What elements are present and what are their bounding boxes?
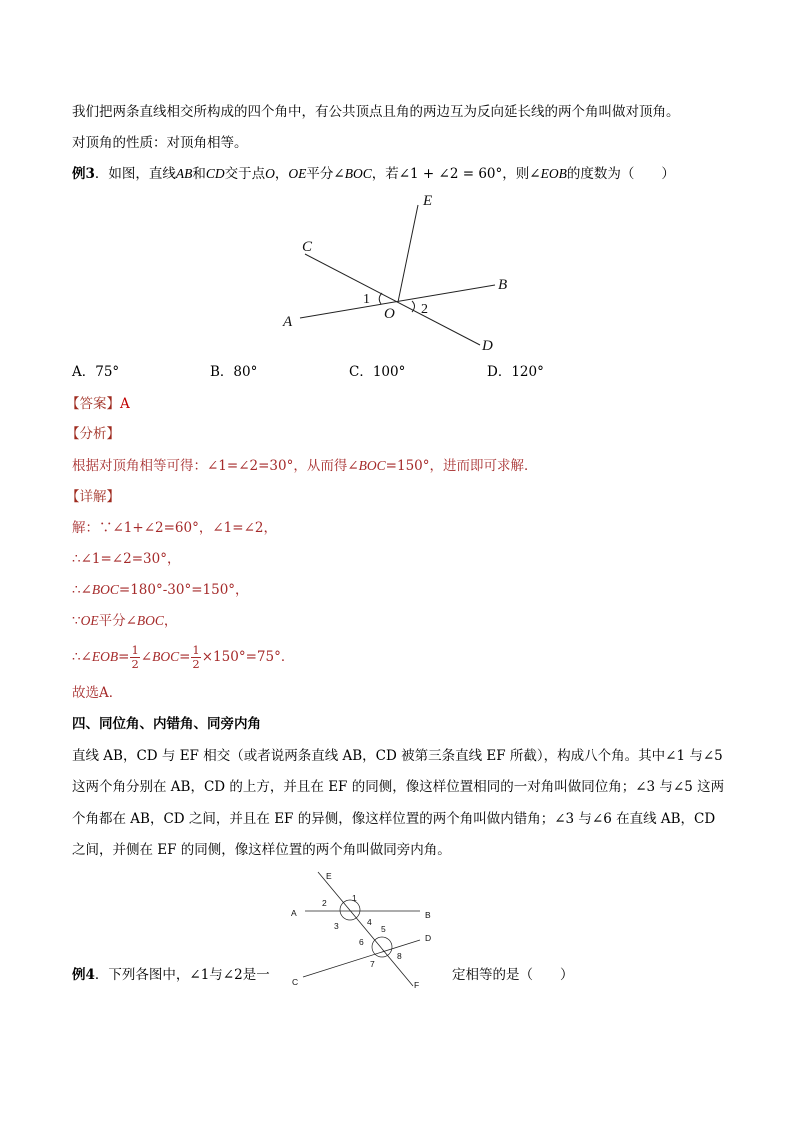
- q-text: ．如图，直线: [94, 166, 176, 182]
- line-ef: [318, 872, 413, 986]
- option-d: D．120°: [487, 364, 544, 380]
- answer-value: A: [120, 396, 130, 412]
- step-var: OE: [80, 613, 99, 628]
- step-segment: =: [118, 649, 130, 665]
- angle-2-label: 2: [322, 898, 327, 908]
- option-c: C．100°: [349, 364, 406, 380]
- solution-step-5: [72, 643, 294, 671]
- section4-paragraph-line: 个角都在 AB，CD 之间，并且在 EF 的异侧，像这样位置的两个角叫做内错角；∠3 与∠6 在直线 AB，CD: [72, 811, 716, 827]
- q-var: AB: [175, 166, 193, 181]
- point-b-label: B: [498, 277, 508, 293]
- angle1-arc: [379, 293, 382, 304]
- solution-step-2: ∴∠1=∠2=30°，: [72, 551, 181, 567]
- example4-label: 例4: [72, 967, 95, 983]
- transversal-figure: [285, 866, 445, 996]
- example4-question: [72, 965, 270, 985]
- point-d-label: D: [482, 338, 493, 354]
- analysis-text: [72, 456, 538, 476]
- q-var: EOB: [540, 166, 567, 181]
- step-segment: ，: [163, 613, 178, 629]
- point-c-label: C: [302, 239, 313, 255]
- q-var: CD: [205, 166, 225, 181]
- angle-4-label: 4: [367, 917, 372, 927]
- q-text: 交于点: [224, 166, 266, 182]
- intersection-circle-lower: [372, 937, 392, 957]
- analysis-segment: 根据对顶角相等可得：∠1=∠2=30°，从而得∠: [72, 458, 359, 474]
- q-text: 和: [192, 166, 206, 182]
- analysis-var: BOC: [358, 458, 386, 473]
- point-a-label: A: [283, 314, 293, 330]
- fraction-half: [130, 644, 139, 671]
- point-b-label: B: [425, 910, 431, 920]
- step-segment: =180°-30°=150°，: [118, 582, 249, 598]
- answer-label: 【答案】: [66, 396, 120, 412]
- step-var: EOB: [91, 649, 119, 664]
- point-e-label: E: [423, 193, 433, 209]
- vertical-angle-definition: 我们把两条直线相交所构成的四个角中，有公共顶点且角的两边互为反向延长线的两个角叫做对顶角。: [72, 104, 680, 120]
- fraction-denominator: 2: [131, 656, 139, 671]
- q-text: 平分∠: [306, 166, 345, 182]
- fraction-half: [191, 644, 200, 671]
- q-var: O: [265, 166, 275, 181]
- q-var: BOC: [344, 166, 372, 181]
- example4-text: ．下列各图中，∠1与∠2是一: [94, 967, 270, 983]
- analysis-label: 【分析】: [66, 426, 120, 442]
- section4-paragraph-line: 之间，并侧在 EF 的同侧，像这样位置的两个角叫做同旁内角。: [72, 842, 451, 858]
- angle-7-label: 7: [370, 959, 375, 969]
- step-segment: 平分∠: [98, 613, 137, 629]
- step-var: BOC: [91, 582, 119, 597]
- q-text: ，: [274, 166, 289, 182]
- option-b: B．80°: [210, 364, 258, 380]
- ray-oe: [398, 205, 418, 302]
- solution-step-3: [72, 580, 249, 600]
- answer-line: [66, 394, 130, 414]
- point-d-label: D: [425, 933, 432, 943]
- angle2-label: 2: [421, 302, 428, 317]
- point-e-label: E: [326, 871, 332, 881]
- step-segment: ∠: [140, 649, 153, 665]
- fraction-denominator: 2: [192, 656, 200, 671]
- section4-heading: 四、同位角、内错角、同旁内角: [72, 716, 261, 732]
- point-a-label: A: [291, 908, 297, 918]
- angle-5-label: 5: [381, 924, 386, 934]
- example3-label: 例3: [72, 166, 95, 182]
- step-segment: ∴∠: [72, 582, 92, 598]
- angle1-label: 1: [363, 292, 370, 307]
- solution-step-1: 解：∵∠1+∠2=60°，∠1=∠2，: [72, 520, 277, 536]
- q-text: ，若∠1 + ∠2 = 60°，则∠: [371, 166, 541, 182]
- vertical-angle-property: 对顶角的性质：对顶角相等。: [72, 135, 248, 151]
- fraction-numerator: 1: [131, 642, 139, 657]
- solution-step-6: 故选A．: [72, 685, 123, 701]
- step-var: BOC: [152, 649, 180, 664]
- point-c-label: C: [292, 977, 299, 987]
- analysis-segment: =150°，进而即可求解．: [385, 458, 538, 474]
- angle-3-label: 3: [334, 921, 339, 931]
- detail-label: 【详解】: [66, 489, 120, 505]
- solution-step-4: [72, 611, 177, 631]
- q-text: 的度数为（ ）: [566, 166, 675, 182]
- step-segment: ×150°=75°．: [201, 649, 295, 665]
- section4-paragraph-line: 直线 AB，CD 与 EF 相交（或者说两条直线 AB，CD 被第三条直线 EF 所截），构成八个角。其中∠1 与∠5: [72, 748, 723, 764]
- step-segment: ∴∠: [72, 649, 92, 665]
- intersecting-lines-figure: [270, 190, 530, 362]
- step-var: BOC: [136, 613, 164, 628]
- fraction-numerator: 1: [192, 642, 200, 657]
- line-ab: [300, 285, 495, 318]
- step-segment: ∵: [72, 613, 81, 629]
- example3-question: [72, 164, 675, 184]
- point-o-label: O: [384, 306, 395, 322]
- point-f-label: F: [414, 980, 420, 990]
- angle-6-label: 6: [359, 937, 364, 947]
- step-segment: =: [179, 649, 191, 665]
- section4-paragraph-line: 这两个角分别在 AB，CD 的上方，并且在 EF 的同侧，像这样位置相同的一对角叫做同位角；∠3 与∠5 这两: [72, 779, 725, 795]
- option-a: A．75°: [72, 364, 120, 380]
- line-cd: [305, 254, 480, 345]
- q-var: OE: [288, 166, 307, 181]
- angle-1-label: 1: [352, 893, 357, 903]
- example4-text-continued: 定相等的是（ ）: [452, 967, 574, 983]
- angle-8-label: 8: [397, 951, 402, 961]
